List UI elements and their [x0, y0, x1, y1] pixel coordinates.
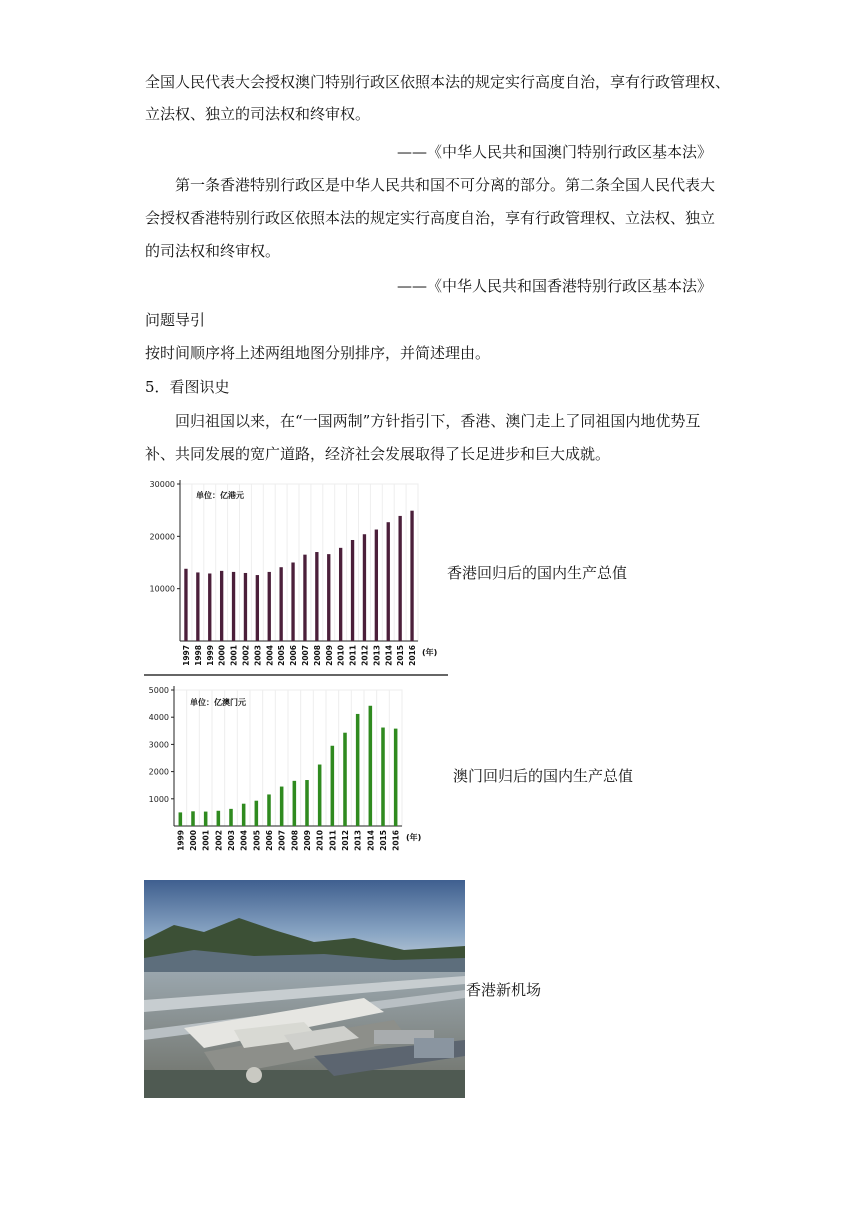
section-heading: 5．看图识史: [145, 378, 230, 396]
x-tick-label: 2001: [229, 645, 239, 666]
bar-2001: [204, 812, 208, 826]
bar-2012: [363, 534, 366, 641]
x-tick-label: 1999: [176, 830, 186, 851]
hk-gdp-caption: 香港回归后的国内生产总值: [447, 564, 628, 582]
bar-2000: [220, 571, 223, 641]
x-tick-label: 2013: [353, 830, 363, 851]
bar-2002: [217, 811, 221, 826]
paragraph-line: 回归祖国以来，在“一国两制”方针指引下，香港、澳门走上了同祖国内地优势互: [175, 412, 701, 430]
x-tick-label: 2011: [348, 645, 358, 666]
bar-1999: [208, 573, 211, 641]
x-tick-label: 2010: [315, 830, 325, 851]
x-tick-label: 2009: [324, 645, 334, 666]
paragraph-line: 的司法权和终审权。: [145, 242, 281, 260]
x-tick-label: 2006: [289, 645, 299, 666]
bar-2005: [255, 801, 259, 826]
airport-caption: 香港新机场: [466, 981, 542, 999]
airport-illustration: [144, 880, 465, 1098]
x-tick-label: 2016: [391, 830, 401, 851]
macau-gdp-chart: [144, 680, 448, 860]
x-tick-label: 2007: [277, 830, 287, 851]
unit-label: 单位：亿港元: [196, 491, 244, 500]
y-tick-label: 10000: [149, 584, 175, 594]
x-axis-unit: (年): [422, 648, 438, 657]
y-tick-label: 5000: [148, 686, 169, 695]
x-tick-label: 2009: [303, 830, 312, 851]
paragraph-line: 补、共同发展的宽广道路，经济社会发展取得了长足进步和巨大成就。: [145, 445, 611, 463]
bar-2010: [318, 765, 322, 826]
macau-gdp-chart-svg: [144, 680, 448, 860]
x-tick-label: 2004: [239, 830, 249, 851]
x-tick-label: 2002: [241, 645, 251, 666]
x-tick-label: 1999: [205, 645, 215, 666]
x-tick-label: 2016: [408, 645, 418, 666]
bar-2012: [343, 733, 347, 826]
section-heading: 问题导引: [145, 311, 206, 329]
bar-2000: [191, 811, 195, 826]
x-tick-label: 1998: [193, 645, 203, 666]
hk-gdp-chart-svg: [144, 474, 448, 678]
x-tick-label: 2003: [227, 830, 236, 851]
x-tick-label: 2012: [341, 830, 350, 851]
y-tick-label: 20000: [149, 532, 175, 542]
macau-gdp-caption: 澳门回归后的国内生产总值: [453, 767, 634, 785]
x-tick-label: 2000: [217, 645, 227, 666]
x-tick-label: 2001: [201, 830, 211, 851]
x-tick-label: 2007: [300, 645, 310, 666]
bar-2016: [410, 511, 413, 641]
bar-2005: [279, 567, 282, 641]
bar-2003: [256, 575, 259, 641]
x-tick-label: 2012: [360, 645, 370, 666]
x-tick-label: 2005: [252, 830, 262, 851]
x-tick-label: 2000: [189, 830, 198, 851]
paragraph-line: 全国人民代表大会授权澳门特别行政区依照本法的规定实行高度自治，享有行政管理权、: [145, 73, 731, 91]
paragraph-line: 第一条香港特别行政区是中华人民共和国不可分离的部分。第二条全国人民代表大: [175, 176, 716, 194]
bar-2011: [351, 540, 354, 641]
x-tick-label: 2013: [372, 645, 382, 666]
bar-2004: [268, 572, 271, 641]
bar-1999: [179, 812, 183, 826]
x-tick-label: 2005: [277, 645, 287, 666]
x-tick-label: 2008: [312, 645, 322, 666]
x-axis-unit: (年): [406, 833, 422, 842]
x-tick-label: 2006: [265, 830, 274, 851]
bar-2008: [315, 552, 318, 641]
x-tick-label: 2015: [396, 645, 406, 666]
bar-2006: [291, 563, 294, 642]
bar-2003: [229, 809, 233, 826]
x-tick-label: 2004: [265, 645, 275, 666]
bar-2002: [244, 573, 247, 641]
bar-2011: [331, 746, 335, 826]
y-tick-label: 4000: [148, 713, 169, 723]
bar-2008: [293, 781, 297, 826]
bar-2014: [369, 706, 373, 826]
bar-2007: [303, 555, 306, 641]
x-tick-label: 2014: [384, 645, 394, 666]
bar-1998: [196, 572, 199, 641]
bar-2007: [280, 787, 284, 826]
bar-2013: [375, 530, 378, 641]
source-citation: ——《中华人民共和国香港特别行政区基本法》: [396, 277, 712, 295]
paragraph-line: 会授权香港特别行政区依照本法的规定实行高度自治，享有行政管理权、立法权、独立: [145, 209, 716, 227]
bar-2014: [387, 522, 390, 641]
x-tick-label: 2008: [290, 830, 300, 851]
x-tick-label: 2015: [379, 830, 388, 851]
bar-2001: [232, 572, 235, 641]
bar-2009: [305, 780, 309, 826]
paragraph-line: 按时间顺序将上述两组地图分别排序，并简述理由。: [145, 344, 491, 362]
x-tick-label: 2011: [328, 830, 338, 851]
x-tick-label: 2002: [214, 830, 224, 851]
bar-2015: [381, 728, 385, 826]
x-tick-label: 2003: [253, 645, 263, 666]
hk-airport-photo: [144, 880, 465, 1098]
bar-2004: [242, 804, 246, 826]
x-tick-label: 2014: [366, 830, 376, 851]
paragraph-line: 立法权、独立的司法权和终审权。: [145, 105, 371, 123]
bar-2013: [356, 714, 360, 826]
hk-gdp-chart: [144, 474, 448, 678]
x-tick-label: 2010: [336, 645, 346, 666]
y-tick-label: 1000: [148, 794, 169, 804]
y-tick-label: 30000: [149, 480, 175, 489]
bar-2006: [267, 794, 271, 826]
bar-2010: [339, 548, 342, 641]
source-citation: ——《中华人民共和国澳门特别行政区基本法》: [396, 143, 712, 161]
bar-2016: [394, 729, 398, 826]
unit-label: 单位：亿澳门元: [190, 698, 246, 707]
y-tick-label: 3000: [148, 740, 169, 750]
bar-2015: [398, 516, 401, 641]
bar-1997: [184, 569, 187, 641]
x-tick-label: 1997: [181, 645, 191, 666]
y-tick-label: 2000: [148, 767, 169, 777]
bar-2009: [327, 554, 330, 641]
